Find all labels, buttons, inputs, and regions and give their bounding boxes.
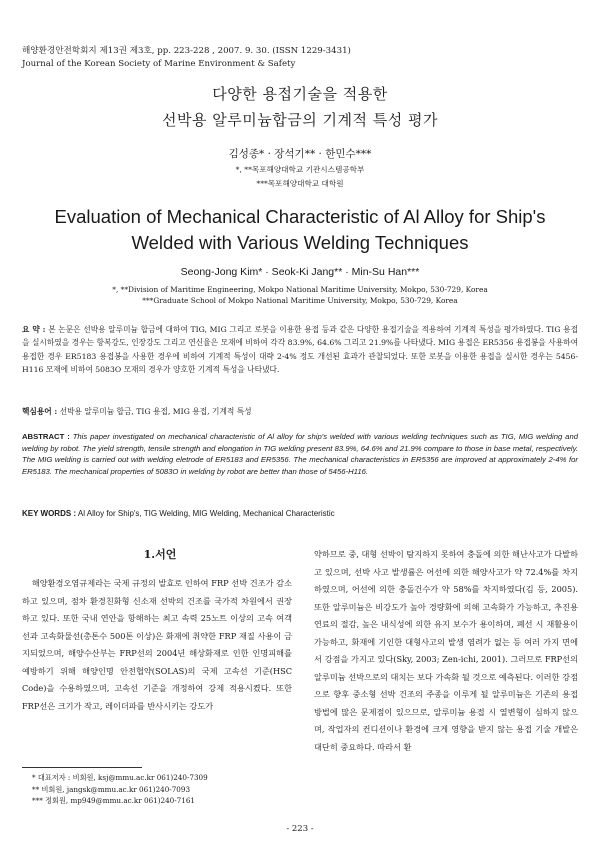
journal-citation: 해양환경안전학회지 제13권 제3호, pp. 223-228 , 2007. 9. 30. (ISSN 1229-3431) <box>22 46 351 56</box>
korean-abstract-label: 요 약 : <box>22 325 46 334</box>
english-keywords-label: KEY WORDS : <box>22 509 77 518</box>
english-title-line-2: Welded with Various Welding Techniques <box>131 232 469 253</box>
korean-keywords <box>22 406 578 417</box>
body-column-right <box>314 546 578 756</box>
korean-abstract-text: 본 논문은 선박용 알루미늄 합금에 대하여 TIG, MIG 그리고 로봇을 이용한 용접 등과 같은 다양한 용접기술을 적용하여 기계적 특성을 평가하였다. TIG 용접을 실시하였을 경우는 항복강도, 인장강도 그리고 연신율은 모재에 비하여 각각 83.9%, 64.6% 그리고 21.9%를 나타냈다. MIG 용접은 ER5356 용접봉을 사용하여 용접한 경우 ER5183 용접봉을 사용한 경우에 비하여 기계적 특성이 대략 2-4% 정도 개선된 효과가 관찰되었다. 또한 로봇을 이용한 용접을 실시한 경우는 5456-H116 모재에 비하여 5083O 모재의 경우가 양호한 기계적 특성을 나타냈다. <box>22 325 578 375</box>
footnote-1: * 대표저자 : 비회원, ksj@mmu.ac.kr 061)240-7309 <box>32 773 208 782</box>
korean-title-line-2: 선박용 알루미늄합금의 기계적 특성 평가 <box>162 111 438 129</box>
english-keywords <box>22 509 578 518</box>
english-affiliation-2: ***Graduate School of Mokpo National Maritime University, Mokpo, 530-729, Korea <box>142 296 458 305</box>
body-paragraph-left: 해양환경오염규제라는 국제 규정의 발효로 인하여 FRP 선박 건조가 감소하고 있으며, 점차 환경친화형 신소재 선박의 건조를 국가적 차원에서 권장하고 있다. 또한 국내 연안을 항해하는 최고 속력 25노트 이상의 고속 여객선과 고속화물선(총톤수 500톤 이상)은 화재에 취약한 FRP 재질 사용이 금지되었으며, 해양수산부는 FRP선의 2004년 해상화재로 인한 인명피해를 예방하기 위해 해양인명 안전협약(SOLAS)의 국제 고속선 기준(HSC Code)을 수용하였으며, 고속선 기준을 개정하여 강제 적용시켰다. 또한 FRP선은 크기가 작고, 레이더파를 반사시키는 강도가 <box>22 578 292 711</box>
body-paragraph-right: 약하므로 중, 대형 선박이 탐지하지 못하여 충돌에 의한 해난사고가 다발하고 있으며, 선박 사고 발생률은 어선에 의한 해양사고가 약 72.4%를 차지하였으며, 어선에 의한 충돌건수가 약 58%를 차지하였다(김 등, 2005). 또한 알루미늄은 비강도가 높아 경량화에 의해 고속화가 가능하고, 추진용 연료의 절감, 높은 내식성에 의한 유지 보수가 용이하며, 폐선 시 재활용이 가능하고, 화재에 기인한 대형사고의 발생 염려가 없는 등 여러 가지 면에서 강점을 가지고 있다(Sky, 2003; Zen-ichi, 2001). 그러므로 FRP선의 알루미늄 선박으로의 대치는 보다 가속화 될 것으로 예측된다. 이러한 강점으로 향후 중소형 선박 건조의 주종을 이루게 될 알루미늄은 기존의 용접 방법에 많은 문제점이 있으므로, 알루미늄 용접 시 열변형이 심하지 않으며, 작업자의 컨디션이나 환경에 크게 영향을 받지 않는 용접 기술 개발은 대단히 중요하다. 따라서 환 <box>314 549 578 752</box>
korean-abstract <box>22 323 578 377</box>
english-abstract-text: This paper investigated on mechanical characteristic of Al alloy for ship's welded with various welding techniques such as TIG, MIG welding and welding by robot. The yield strength, tensile strength and elongation in TIG welding present 83.9%, 64.6% and 21.9% compare to those in base metal, respectively. The MIG welding is carried out with welding eletrode of ER5183 and ER5356. The mechanical characteristics in ER5356 are improved at approximately 2-4% for ER5183. The mechanical properties of 5083O in welding by robot are better than those of 5456-H116. <box>22 432 578 476</box>
korean-title-line-1: 다양한 용접기술을 적용한 <box>212 85 388 103</box>
english-title-line-1: Evaluation of Mechanical Characteristic of Al Alloy for Ship's <box>54 206 546 227</box>
english-affiliation-1: *, **Division of Maritime Engineering, Mokpo National Maritime University, Mokpo, 530-729, Korea <box>112 285 488 294</box>
section-title-introduction: 1.서언 <box>143 548 177 561</box>
journal-name: Journal of the Korean Society of Marine Environment & Safety <box>22 59 296 69</box>
page-number: - 223 - <box>286 824 314 834</box>
body-column-left <box>22 575 292 715</box>
footnote-rule <box>22 767 142 768</box>
korean-affiliation-2: ***목포해양대학교 대학원 <box>256 179 344 188</box>
korean-keywords-text: 선박용 알루미늄 합금, TIG 용접, MIG 용접, 기계적 특성 <box>59 407 252 416</box>
korean-authors: 김성종* · 장석기** · 한민수*** <box>228 148 372 160</box>
english-abstract <box>22 431 578 477</box>
korean-affiliation-1: *, **목포해양대학교 기관시스템공학부 <box>235 165 365 174</box>
korean-keywords-label: 핵심용어 : <box>22 407 58 416</box>
english-abstract-label: ABSTRACT : <box>22 432 70 441</box>
footnote-3: *** 정회원, mp949@mmu.ac.kr 061)240-7161 <box>32 796 195 806</box>
footnotes <box>22 772 292 807</box>
footnote-2: ** 비회원, jangsk@mmu.ac.kr 061)240-7093 <box>32 784 191 794</box>
english-authors: Seong-Jong Kim* · Seok-Ki Jang** · Min-Su Han*** <box>180 266 420 278</box>
english-keywords-text: Al Alloy for Ship's, TIG Welding, MIG Welding, Mechanical Characteristic <box>77 509 335 518</box>
